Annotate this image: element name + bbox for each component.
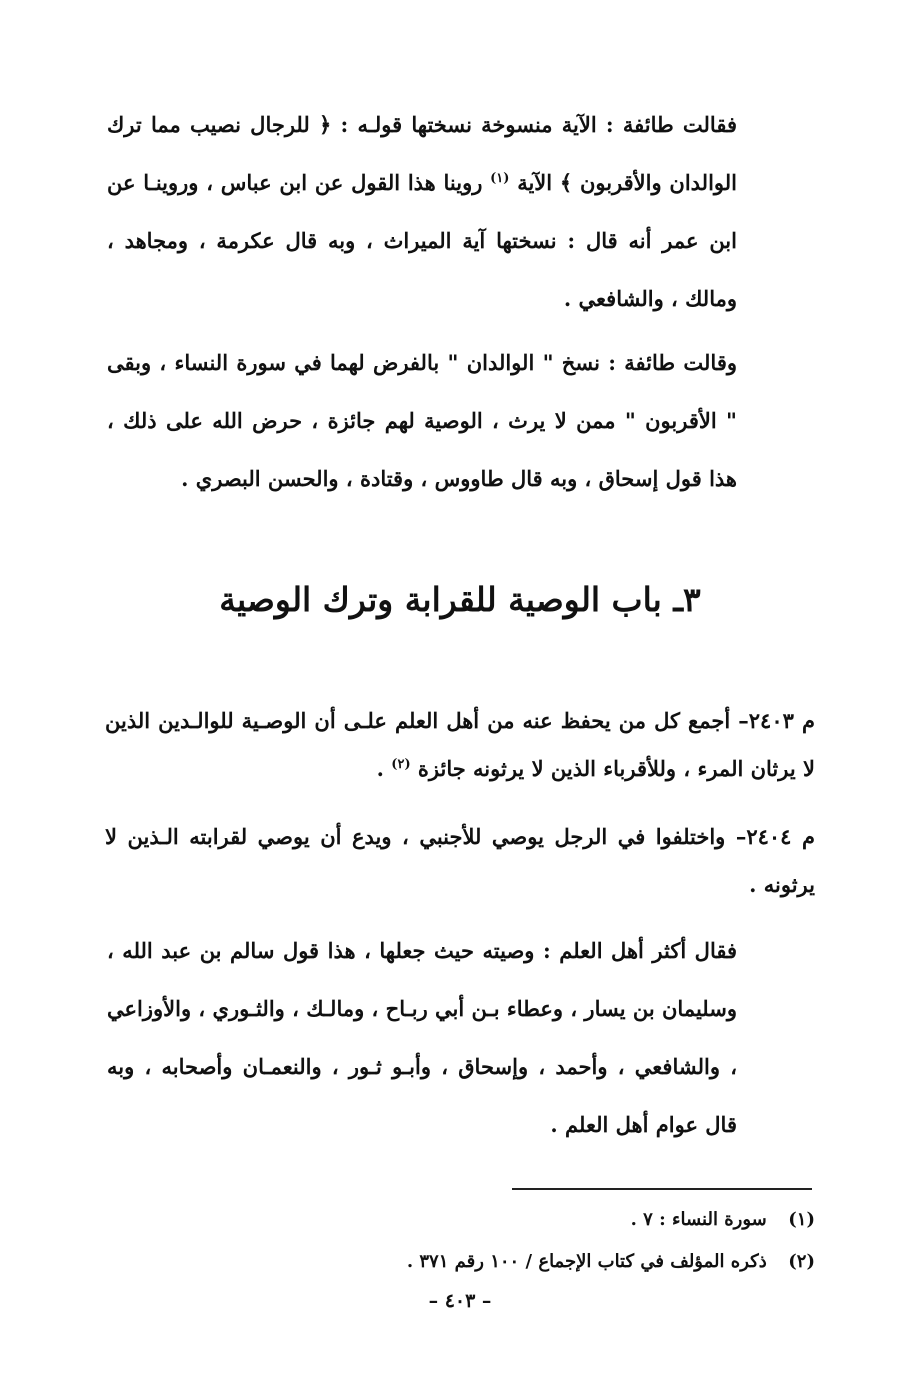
footnote-text: سورة النساء : ٧ . bbox=[630, 1209, 767, 1230]
entry-2404 bbox=[105, 813, 815, 909]
entry-text: واختلفوا في الرجل يوصي للأجنبي ، ويدع أن يوصي لقرابته الـذين لا يرثونه . bbox=[105, 824, 815, 897]
footnote-2 bbox=[195, 1247, 815, 1277]
paragraph-majority-view bbox=[107, 922, 737, 1154]
footnote-1 bbox=[195, 1205, 815, 1235]
paragraph-abrogation-first bbox=[107, 96, 737, 328]
page-number: – ٤٠٣ – bbox=[428, 1290, 492, 1312]
paragraph-abrogation-second bbox=[107, 334, 737, 508]
entry-text-end: . bbox=[376, 756, 384, 781]
chapter-heading: ٣ـ باب الوصية للقرابة وترك الوصية bbox=[219, 580, 701, 619]
paragraph-text: فقال أكثر أهل العلم : وصيته حيث جعلها ، هذا قول سالم بن عبد الله ، وسليمان بن يسار ، وعطاء بـن أبي ربـاح ، ومالـك ، والثـوري ، والأوزاعي ، والشافعي ، وأحمد ، وإسحاق ، وأبـو ثـور ، والنعمـان وأصحابه ، وبه قال عوام أهل العلم . bbox=[107, 938, 737, 1137]
paragraph-text: وقالت طائفة : نسخ " الوالدان " بالفرض لهما في سورة النساء ، وبقى " الأقربون " ممن لا يرث ، الوصية لهم جائزة ، حرض الله على ذلك ، هذا قول إسحاق ، وبه قال طاووس ، وقتادة ، والحسن البصري . bbox=[107, 350, 737, 491]
footnote-reference: (٢) bbox=[391, 757, 411, 772]
footnote-text: ذكره المؤلف في كتاب الإجماع / ١٠٠ رقم ٣٧١ . bbox=[406, 1251, 767, 1272]
entry-text: أجمع كل من يحفظ عنه من أهل العلم علـى أن الوصـية للوالـدين الذين لا يرثان المرء ، وللأقرباء الذين لا يرثونه جائزة bbox=[105, 708, 815, 781]
footnote-marker: (١) bbox=[788, 1209, 815, 1230]
footnote-marker: (٢) bbox=[788, 1251, 815, 1272]
paragraph-text-continued: روينا هذا القول عن ابن عباس ، وروينـا عن ابن عمر أنه قال : نسختها آية الميراث ، وبه قال عكرمة ، ومجاهد ، ومالك ، والشافعي . bbox=[107, 170, 737, 311]
footnote-separator bbox=[512, 1188, 812, 1190]
entry-number: م ٢٤٠٤– bbox=[735, 824, 815, 849]
entry-number: م ٢٤٠٣– bbox=[738, 708, 815, 733]
footnote-reference: (١) bbox=[490, 171, 510, 186]
entry-2403 bbox=[105, 697, 815, 793]
paragraph-text: فقالت طائفة : الآية منسوخة نسختها قولـه : ﴿ للرجال نصيب مما ترك الوالدان والأقربون ﴾ الآية bbox=[107, 112, 737, 195]
